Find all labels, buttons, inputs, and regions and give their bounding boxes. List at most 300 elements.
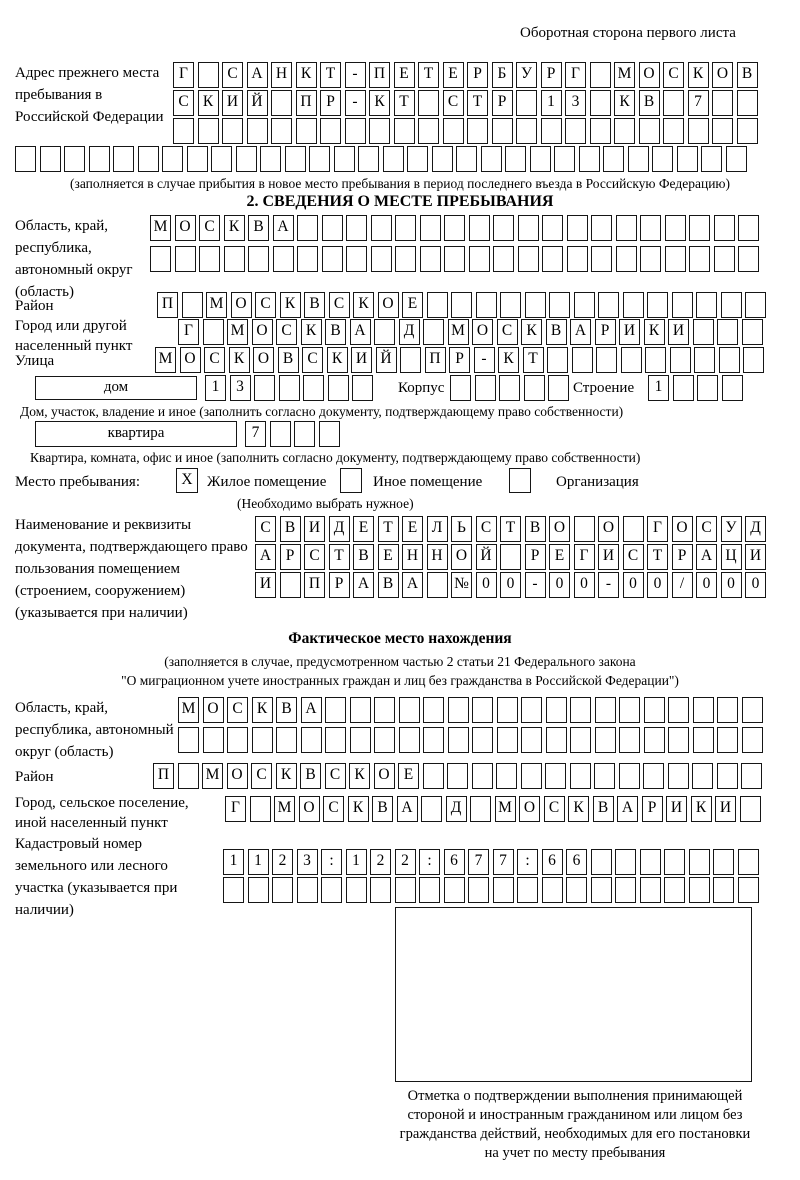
char-box (252, 727, 273, 753)
actual-location-note-2: "О миграционном учете иностранных граждан и лиц без гражданства в Российской Федерации") (121, 673, 679, 688)
caption-line: гражданства действий, необходимых для его постановки (399, 1126, 751, 1142)
char-box: Г (225, 796, 246, 822)
char-box (198, 62, 219, 88)
char-box: А (247, 62, 268, 88)
char-box (399, 697, 420, 723)
char-box (594, 763, 615, 789)
char-box: К (349, 763, 370, 789)
char-box (570, 697, 591, 723)
char-box: С (255, 516, 276, 542)
char-box (497, 697, 518, 723)
char-box (591, 215, 612, 241)
char-box (448, 697, 469, 723)
char-box (15, 146, 36, 172)
char-box (596, 347, 617, 373)
char-box: С (325, 763, 346, 789)
char-box (545, 763, 566, 789)
char-box (623, 292, 644, 318)
char-box: Р (595, 319, 616, 345)
char-box: И (222, 90, 243, 116)
district-label: Район (15, 298, 54, 314)
char-box (418, 90, 439, 116)
char-box (518, 246, 539, 272)
char-box: К (296, 62, 317, 88)
document-row-1 (255, 516, 766, 542)
char-box: И (666, 796, 687, 822)
char-box: Г (565, 62, 586, 88)
char-box: А (301, 697, 322, 723)
char-box (236, 146, 257, 172)
prev-address-row-2 (173, 90, 758, 116)
char-box: А (255, 544, 276, 570)
char-box: И (619, 319, 640, 345)
char-box: Е (394, 62, 415, 88)
char-box (689, 849, 710, 875)
char-box: К (521, 319, 542, 345)
char-box (187, 146, 208, 172)
char-box: С (497, 319, 518, 345)
char-box: М (178, 697, 199, 723)
char-box: Д (399, 319, 420, 345)
char-box (595, 697, 616, 723)
char-box: О (299, 796, 320, 822)
char-box: О (598, 516, 619, 542)
char-box: А (350, 319, 371, 345)
document-row-3 (255, 572, 766, 598)
char-box: Р (329, 572, 350, 598)
char-box (572, 347, 593, 373)
char-box (443, 118, 464, 144)
char-box (421, 796, 442, 822)
char-box: О (712, 62, 733, 88)
char-box (423, 319, 444, 345)
char-box (500, 292, 521, 318)
char-box (689, 215, 710, 241)
char-box (717, 319, 738, 345)
char-box (497, 727, 518, 753)
char-box (493, 246, 514, 272)
char-box: Е (353, 516, 374, 542)
char-box (595, 727, 616, 753)
char-box (742, 319, 763, 345)
char-box: Р (642, 796, 663, 822)
char-box: / (672, 572, 693, 598)
char-box: Н (271, 62, 292, 88)
char-box (574, 292, 595, 318)
char-box (668, 727, 689, 753)
char-box (352, 375, 373, 401)
char-box (444, 215, 465, 241)
char-box (444, 877, 465, 903)
region-label: Область, край, республика, автономный округ (область) (15, 218, 133, 300)
char-box: Й (376, 347, 397, 373)
char-box (644, 727, 665, 753)
street-row (155, 347, 764, 373)
char-box: Г (574, 544, 595, 570)
char-box (570, 763, 591, 789)
char-box: Е (402, 516, 423, 542)
char-box: О (549, 516, 570, 542)
char-box (741, 763, 762, 789)
char-box: 0 (476, 572, 497, 598)
char-box: В (280, 516, 301, 542)
char-box (615, 849, 636, 875)
char-box (198, 118, 219, 144)
char-box: Г (173, 62, 194, 88)
char-box: 0 (623, 572, 644, 598)
char-box: 1 (346, 849, 367, 875)
char-box (294, 421, 315, 447)
char-box (717, 697, 738, 723)
char-box (603, 146, 624, 172)
char-box: - (525, 572, 546, 598)
confirmation-mark-caption (355, 1087, 795, 1163)
char-box (712, 118, 733, 144)
char-box (399, 727, 420, 753)
char-box (371, 246, 392, 272)
char-box: Т (329, 544, 350, 570)
char-box: О (472, 319, 493, 345)
caption-line: Отметка о подтверждении выполнения принимающей (407, 1088, 743, 1104)
char-box (554, 146, 575, 172)
char-box: В (737, 62, 758, 88)
char-box (516, 118, 537, 144)
char-box: А (397, 796, 418, 822)
char-box (472, 763, 493, 789)
char-box (742, 727, 763, 753)
char-box: И (598, 544, 619, 570)
char-box (450, 375, 471, 401)
char-box (89, 146, 110, 172)
char-box: № (451, 572, 472, 598)
char-box: О (231, 292, 252, 318)
char-box: В (276, 697, 297, 723)
char-box (663, 90, 684, 116)
char-box (590, 62, 611, 88)
char-box: П (296, 90, 317, 116)
char-box: Р (492, 90, 513, 116)
char-box: Р (280, 544, 301, 570)
char-box (574, 516, 595, 542)
char-box (521, 727, 542, 753)
document-row-2 (255, 544, 766, 570)
char-box: Б (492, 62, 513, 88)
char-box (721, 292, 742, 318)
char-box (395, 246, 416, 272)
char-box: В (248, 215, 269, 241)
char-box: Е (443, 62, 464, 88)
char-box (418, 118, 439, 144)
char-box: С (443, 90, 464, 116)
char-box: А (402, 572, 423, 598)
char-box (448, 727, 469, 753)
char-box (182, 292, 203, 318)
char-box (374, 727, 395, 753)
char-box: О (378, 292, 399, 318)
char-box: К (198, 90, 219, 116)
char-box (203, 727, 224, 753)
street-label: Улица (15, 353, 55, 369)
char-box: У (516, 62, 537, 88)
char-box: 3 (230, 375, 251, 401)
char-box: В (639, 90, 660, 116)
char-box (472, 727, 493, 753)
char-box: К (691, 796, 712, 822)
char-box (346, 877, 367, 903)
char-box (496, 763, 517, 789)
char-box (689, 246, 710, 272)
char-box (665, 246, 686, 272)
char-box: 1 (648, 375, 669, 401)
char-box: П (153, 763, 174, 789)
char-box: М (202, 763, 223, 789)
char-box (567, 246, 588, 272)
char-box (714, 215, 735, 241)
apartment-number-row (245, 421, 340, 447)
char-box (475, 375, 496, 401)
char-box (645, 347, 666, 373)
char-box: И (351, 347, 372, 373)
district-row (157, 292, 766, 318)
char-box (525, 292, 546, 318)
char-box (688, 118, 709, 144)
char-box: Л (427, 516, 448, 542)
char-box (505, 146, 526, 172)
stroenie-label: Строение (573, 380, 635, 396)
char-box (309, 146, 330, 172)
char-box: С (476, 516, 497, 542)
char-box (321, 877, 342, 903)
char-box: О (180, 347, 201, 373)
char-box (628, 146, 649, 172)
house-number-row (205, 375, 373, 401)
char-box (395, 877, 416, 903)
char-box (738, 246, 759, 272)
char-box: А (696, 544, 717, 570)
char-box (370, 877, 391, 903)
char-box (591, 849, 612, 875)
char-box: 2 (395, 849, 416, 875)
char-box (273, 246, 294, 272)
char-box: К (252, 697, 273, 723)
char-box (444, 246, 465, 272)
char-box: 6 (542, 849, 563, 875)
char-box (322, 215, 343, 241)
char-box (113, 146, 134, 172)
char-box (677, 146, 698, 172)
char-box (672, 292, 693, 318)
char-box (394, 118, 415, 144)
char-box (423, 727, 444, 753)
char-box: 7 (468, 849, 489, 875)
char-box (621, 347, 642, 373)
char-box (254, 375, 275, 401)
document-label: Наименование и реквизиты документа, подтверждающего право пользования помещением (строением, сооружением) (указывается при наличии) (15, 517, 248, 621)
char-box: М (614, 62, 635, 88)
house-caption: Дом, участок, владение и иное (заполнить согласно документу, подтверждающему право собственности) (20, 404, 624, 419)
char-box (701, 146, 722, 172)
char-box (493, 215, 514, 241)
char-box (322, 246, 343, 272)
char-box (541, 118, 562, 144)
char-box (325, 727, 346, 753)
char-box (524, 375, 545, 401)
city-label: Город или другой населенный пункт (15, 318, 133, 354)
char-box (260, 146, 281, 172)
char-box (470, 796, 491, 822)
char-box (178, 763, 199, 789)
char-box: С (255, 292, 276, 318)
char-box: К (644, 319, 665, 345)
char-box: К (348, 796, 369, 822)
char-box: С (304, 544, 325, 570)
char-box (726, 146, 747, 172)
char-box (570, 727, 591, 753)
prev-address-row-3 (173, 118, 758, 144)
char-box: Й (247, 90, 268, 116)
char-box: : (321, 849, 342, 875)
residential-checkbox: X (176, 468, 198, 493)
apartment-caption: Квартира, комната, офис и иное (заполнить согласно документу, подтверждающему право собственности) (30, 450, 641, 465)
char-box (640, 246, 661, 272)
actual-district-row (153, 763, 762, 789)
char-box (623, 516, 644, 542)
char-box (738, 215, 759, 241)
char-box (346, 246, 367, 272)
char-box: - (474, 347, 495, 373)
char-box: Ц (721, 544, 742, 570)
char-box (615, 877, 636, 903)
char-box: В (593, 796, 614, 822)
residential-label: Жилое помещение (207, 474, 327, 490)
char-box: Е (549, 544, 570, 570)
char-box (296, 118, 317, 144)
char-box: К (327, 347, 348, 373)
organization-label: Организация (556, 474, 639, 490)
prev-address-note: (заполняется в случае прибытия в новое место пребывания в период последнего въезда в Российскую Федерацию) (69, 176, 731, 191)
char-box (270, 421, 291, 447)
caption-line: на учет по месту пребывания (484, 1145, 666, 1161)
char-box (138, 146, 159, 172)
char-box: 7 (245, 421, 266, 447)
char-box: М (227, 319, 248, 345)
char-box: Т (394, 90, 415, 116)
char-box: - (345, 62, 366, 88)
char-box (664, 849, 685, 875)
char-box: С (302, 347, 323, 373)
char-box: 2 (370, 849, 391, 875)
region-row-2 (150, 246, 759, 272)
char-box (619, 697, 640, 723)
char-box: Р (467, 62, 488, 88)
char-box (579, 146, 600, 172)
char-box: Т (467, 90, 488, 116)
char-box (692, 763, 713, 789)
char-box: С (204, 347, 225, 373)
char-box: : (517, 849, 538, 875)
char-box (619, 763, 640, 789)
actual-district-label: Район (15, 769, 54, 785)
char-box (694, 347, 715, 373)
char-box: - (345, 90, 366, 116)
char-box: В (304, 292, 325, 318)
char-box: 1 (248, 849, 269, 875)
char-box (640, 877, 661, 903)
char-box (346, 215, 367, 241)
char-box (447, 763, 468, 789)
char-box (374, 319, 395, 345)
char-box (334, 146, 355, 172)
char-box (652, 146, 673, 172)
char-box (499, 375, 520, 401)
char-box (619, 727, 640, 753)
char-box: С (329, 292, 350, 318)
char-box (303, 375, 324, 401)
char-box (297, 877, 318, 903)
korpus-label: Корпус (398, 380, 445, 396)
char-box: П (425, 347, 446, 373)
char-box (549, 292, 570, 318)
char-box (616, 215, 637, 241)
char-box: М (495, 796, 516, 822)
char-box (591, 877, 612, 903)
char-box (492, 118, 513, 144)
char-box (500, 544, 521, 570)
char-box: П (304, 572, 325, 598)
char-box: С (276, 319, 297, 345)
actual-location-note-1: (заполняется в случае, предусмотренном частью 2 статьи 21 Федерального закона (164, 654, 636, 669)
char-box: К (276, 763, 297, 789)
char-box: С (623, 544, 644, 570)
char-box (248, 246, 269, 272)
char-box (162, 146, 183, 172)
char-box (472, 697, 493, 723)
char-box (423, 763, 444, 789)
char-box (173, 118, 194, 144)
actual-city-row (225, 796, 761, 822)
char-box: М (155, 347, 176, 373)
char-box (432, 146, 453, 172)
char-box (644, 697, 665, 723)
char-box: : (419, 849, 440, 875)
char-box (271, 90, 292, 116)
char-box: О (519, 796, 540, 822)
char-box (590, 90, 611, 116)
char-box (345, 118, 366, 144)
char-box (468, 877, 489, 903)
char-box (178, 727, 199, 753)
char-box: В (325, 319, 346, 345)
char-box (639, 118, 660, 144)
char-box: Н (427, 544, 448, 570)
char-box: Т (378, 516, 399, 542)
char-box (693, 697, 714, 723)
char-box: 1 (223, 849, 244, 875)
char-box (546, 697, 567, 723)
char-box: С (663, 62, 684, 88)
other-premises-checkbox (340, 468, 362, 493)
char-box (250, 796, 271, 822)
char-box: Р (449, 347, 470, 373)
char-box: В (372, 796, 393, 822)
actual-location-title: Фактическое место нахождения (288, 630, 512, 647)
char-box: В (525, 516, 546, 542)
char-box: О (203, 697, 224, 723)
char-box (469, 215, 490, 241)
char-box: 6 (566, 849, 587, 875)
char-box (64, 146, 85, 172)
char-box: М (150, 215, 171, 241)
